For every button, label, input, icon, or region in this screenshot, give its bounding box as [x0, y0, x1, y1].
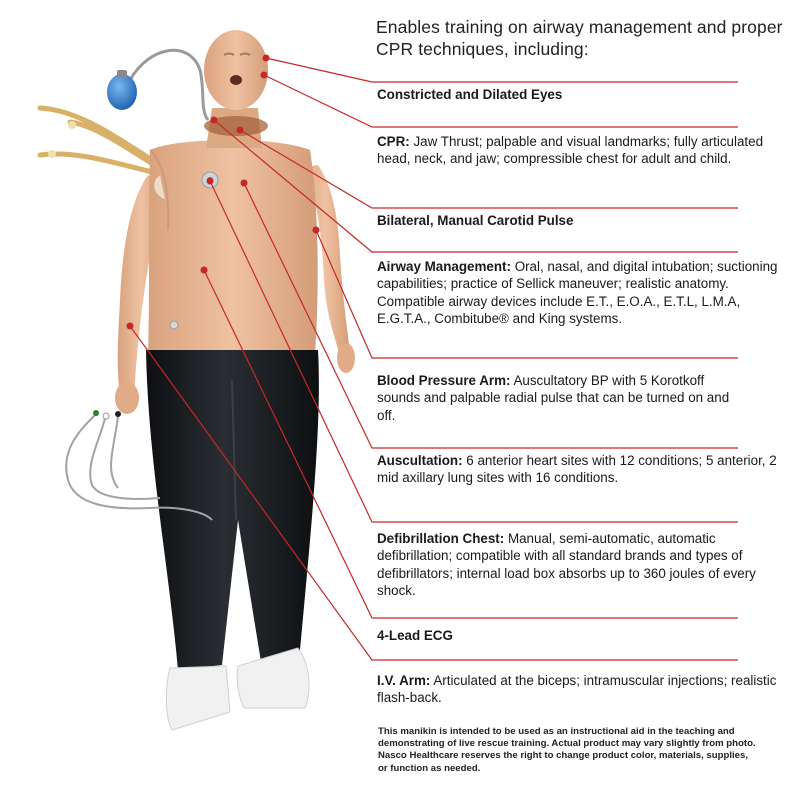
feature-title: Airway Management:: [377, 259, 511, 274]
feature-airway: [377, 258, 782, 327]
feature-bp-arm: [377, 372, 747, 424]
feature-text: Jaw Thrust; palpable and visual landmarks; fully articulated head, neck, and jaw; compressible chest for adult and child.: [377, 134, 764, 167]
feature-title: Auscultation:: [377, 453, 463, 468]
feature-title: Bilateral, Manual Carotid Pulse: [377, 213, 574, 228]
bp-hose: [130, 50, 208, 120]
feature-cpr: [377, 133, 782, 168]
feature-iv-arm: [377, 672, 782, 707]
feature-carotid: [377, 212, 782, 229]
feature-auscultation: [377, 452, 782, 487]
feature-title: Blood Pressure Arm:: [377, 373, 511, 388]
feature-text: Auscultatory BP with 5 Korotkoff sounds and palpable radial pulse that can be turned on and off.: [377, 373, 730, 423]
feature-title: CPR:: [377, 134, 410, 149]
feature-title: Defibrillation Chest:: [377, 531, 505, 546]
disclaimer: This manikin is intended to be used as an instructional aid in the teaching and demonstrating of live rescue training. Actual product may vary slightly from photo. Nasco Healthcare reserves the right to change product color, materials, supplies, or function as needed.: [378, 726, 756, 774]
left-hand: [115, 382, 139, 414]
feature-text: 6 anterior heart sites with 12 conditions; 5 anterior, 2 mid axillary lung sites with 16 conditions.: [377, 453, 777, 486]
feature-ecg: [377, 627, 782, 644]
manikin-figure: [0, 0, 370, 800]
feature-defibrillation: [377, 530, 782, 599]
head: [204, 30, 268, 110]
feature-eyes: [377, 86, 782, 103]
feature-title: I.V. Arm:: [377, 673, 431, 688]
right-shoe: [237, 648, 309, 708]
intro-heading: Enables training on airway management and proper CPR techniques, including:: [376, 17, 783, 59]
feature-text: Manual, semi-automatic, automatic defibrillation; compatible with all standard brands and types of defibrillators; internal load box absorbs up to 360 joules of every shock.: [377, 531, 756, 598]
right-hand: [337, 343, 355, 373]
feature-title: 4-Lead ECG: [377, 628, 453, 643]
feature-text: Articulated at the biceps; intramuscular injections; realistic flash-back.: [377, 673, 777, 706]
bp-bulb: [107, 74, 137, 110]
feature-text: Oral, nasal, and digital intubation; suctioning capabilities; practice of Sellick maneuver; realistic anatomy. Compatible airway devices include E.T., E.O.A., E.T.L, L.M.A, E.G.T.A., Combitube® and King systems.: [377, 259, 778, 326]
airway-tubes: [40, 108, 165, 175]
left-shoe: [166, 666, 230, 730]
feature-title: Constricted and Dilated Eyes: [377, 87, 563, 102]
